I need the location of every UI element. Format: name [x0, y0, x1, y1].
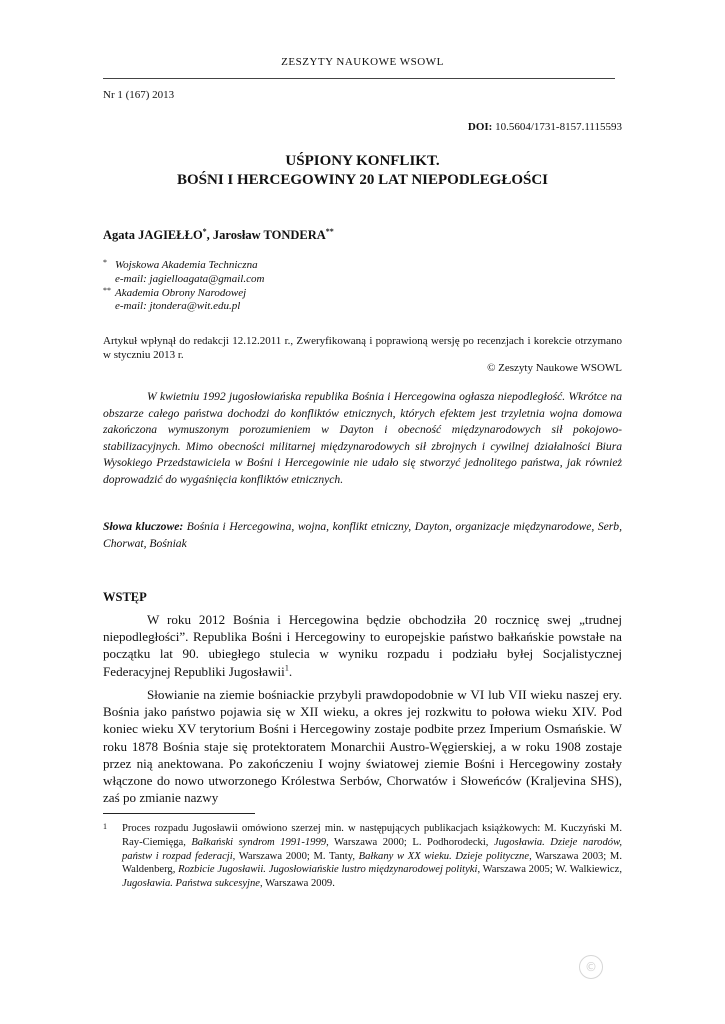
author-1-mark: *	[202, 227, 207, 236]
keywords-text: Bośnia i Hercegowina, wojna, konflikt etniczny, Dayton, organizacje międzynarodowe, Serb, Chorwat, Bośniak	[103, 520, 622, 550]
footnote-seg-5: , Warszawa 2005; W. Walkiewicz,	[477, 864, 622, 876]
affiliations	[103, 259, 603, 314]
keywords	[103, 519, 622, 552]
section-heading: WSTĘP	[103, 590, 147, 604]
footnote-seg-6: , Warszawa 2009.	[260, 878, 335, 890]
affiliation-2-mark: **	[103, 285, 111, 295]
footnote-ref-1[interactable]: 1	[284, 663, 289, 673]
footnote-text	[122, 822, 622, 891]
author-1: Agata JAGIEŁŁO	[103, 228, 203, 243]
footnote-title-4: Rozbicie Jugosławii. Jugosłowiańskie lustro międzynarodowej polityki	[178, 864, 478, 876]
doi	[468, 121, 622, 133]
footnote-title-1: Bałkański syndrom 1991-1999	[191, 836, 327, 848]
issue-number: Nr 1 (167) 2013	[103, 89, 175, 101]
article-title	[103, 152, 622, 190]
watermark-icon: ©	[579, 955, 603, 979]
doi-label: DOI:	[467, 121, 493, 133]
abstract: W kwietniu 1992 jugosłowiańska republika Bośnia i Hercegowina ogłasza niepodległość. Wkrótce na obszarze całego państwa dochodzi do konfliktów etnicznych, których efektem jest trzyletnia wojna domowa zakończona wymuszonym porozumieniem w Dayton i obecność międzynarodowych sił pokojowo-stabilizacyjnych. Mimo obecności militarnej międzynarodowych sił zbrojnych i cywilnej działalności Biura Wysokiego Przedstawiciela w Bośni i Hercegowinie nie udało się stworzyć jednolitego państwa, jak również doprowadzić do wygaśnięcia konfliktów etnicznych.	[103, 390, 622, 486]
doi-value: 10.5604/1731-8157.1115593	[495, 121, 622, 133]
title-line-2: BOŚNI I HERCEGOWINY 20 LAT NIEPODLEGŁOŚCI	[176, 172, 549, 188]
paragraph-1-end: .	[288, 663, 293, 679]
affiliation-2	[103, 287, 603, 301]
paragraph-1-text: W roku 2012 Bośnia i Hercegowina będzie obchodziła 20 rocznicę swej „trudnej niepodległości”. Republika Bośni i Hercegowiny to europejskie państwo bałkańskie powstałe na początku lat 90. ubiegłego stulecia w wyniku rozpadu i podziału byłej Socjalistycznej Federacyjnej Republiki Jugosławii	[103, 612, 622, 679]
author-separator: ,	[206, 228, 213, 243]
keywords-label: Słowa kluczowe:	[103, 520, 184, 533]
author-2: Jarosław TONDERA	[212, 228, 326, 243]
body-paragraph-2: Słowianie na ziemie bośniackie przybyli prawdopodobnie w VI lub VII wieku naszej ery. Bośnia jako państwo pojawia się w XII wieku, a okres jej rozkwitu to połowa wieku XIV. Pod koniec wieku XV terytorium Bośni i Hercegowiny zostaje podbite przez Imperium Osmańskie. W roku 1878 Bośnia staje się protektoratem Monarchii Austro-Węgierskiej, a w roku 1908 zostaje przez nią anektowana. Po zakończeniu I wojny światowej ziemie Bośni i Hercegowiny zostały włączone do nowo utworzonego Królestwa Serbów, Chorwatów i Słoweńców (Kraljevina SHS), zaś po zmianie nazwy	[103, 687, 622, 806]
header-rule	[103, 78, 615, 79]
authors	[103, 227, 334, 243]
footnote-seg-3: , Warszawa 2000; M. Tanty,	[232, 850, 359, 862]
footnote-title-5: Jugosławia. Państwa sukcesyjne	[122, 878, 260, 890]
affiliation-1-mark: *	[103, 258, 107, 267]
received-note: Artykuł wpłynął do redakcji 12.12.2011 r., Zweryfikowaną i poprawioną wersję po recenzjach i korekcie otrzymano w styczniu 2013 r.	[103, 335, 622, 361]
author-2-mark: **	[325, 227, 334, 236]
affiliation-2-email: e-mail: jtondera@wit.edu.pl	[115, 300, 241, 313]
title-line-1: UŚPIONY KONFLIKT.	[285, 153, 440, 169]
body-paragraph-1	[103, 611, 622, 680]
footnote-1	[103, 822, 622, 891]
footnote-seg-1: Proces rozpadu Jugosławii omówiono szerzej min. w następujących publikacjach książkowych: M. Kuczyński M. Ray-Ciemięga,	[122, 823, 622, 848]
affiliation-1-institution: Wojskowa Akademia Techniczna	[115, 259, 258, 271]
affiliation-1	[103, 259, 603, 273]
footnote-seg-2: , Warszawa 2000; L. Podhorodecki,	[326, 836, 494, 848]
footnote-number: 1	[103, 822, 107, 831]
footnote-title-2: Jugosławia. Dzieje narodów, państw i rozpad federacji	[122, 836, 622, 862]
footnote-title-3: Bałkany w XX wieku. Dzieje polityczne	[358, 850, 530, 862]
footnote-rule	[103, 813, 255, 814]
affiliation-1-email-line	[103, 273, 603, 287]
copyright: © Zeszyty Naukowe WSOWL	[487, 362, 622, 374]
affiliation-1-email: e-mail: jagielloagata@gmail.com	[115, 272, 265, 285]
affiliation-2-institution: Akademia Obrony Narodowej	[115, 286, 247, 299]
footnote-seg-4: , Warszawa 2003; M. Waldenberg,	[122, 850, 622, 876]
journal-header: ZESZYTY NAUKOWE WSOWL	[281, 56, 444, 68]
affiliation-2-email-line	[103, 300, 603, 314]
